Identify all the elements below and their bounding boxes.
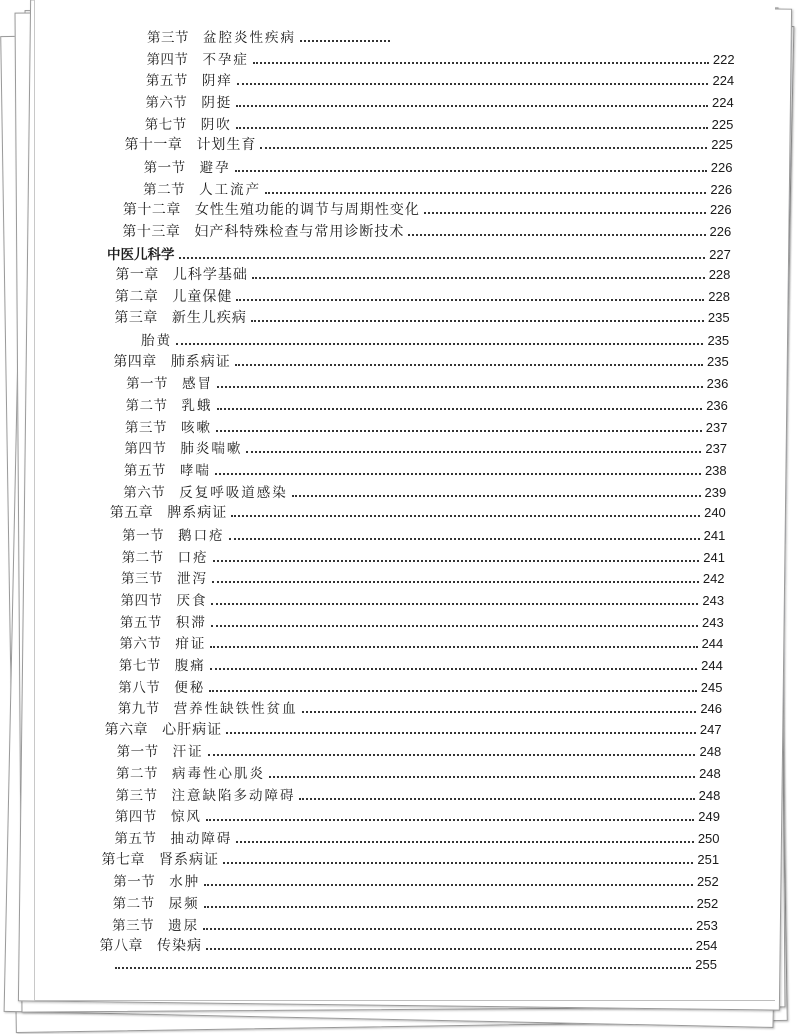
toc-entry-number: 第六节	[123, 484, 166, 501]
toc-entry-number: 第六章	[104, 721, 149, 738]
dot-leader	[211, 603, 698, 605]
toc-entry-title: 咳嗽	[180, 419, 212, 436]
toc-entry-chapter[interactable]	[110, 502, 726, 522]
toc-entry-number: 第一节	[143, 159, 186, 176]
toc-entry-page-number: 250	[697, 831, 720, 847]
toc-entry-section[interactable]	[127, 329, 729, 349]
toc-entry-title: 新生儿疾病	[171, 310, 247, 327]
toc-entry-title: 肾系病证	[159, 851, 220, 868]
toc-entry-page-number: 243	[702, 592, 725, 608]
toc-entry-title: 哮喘	[179, 463, 211, 479]
toc-entry-number: 第六节	[145, 94, 188, 111]
dot-leader	[408, 234, 705, 236]
toc-entry-title: 乳蛾	[181, 398, 213, 415]
toc-entry-number: 第五章	[109, 505, 154, 522]
toc-entry-number: 第二节	[143, 181, 186, 198]
dot-leader	[236, 841, 693, 843]
toc-entry-number: 第七节	[118, 657, 161, 674]
toc-entry-chapter[interactable]	[115, 264, 730, 284]
toc-entry-page-number: 245	[700, 679, 723, 695]
dot-leader	[269, 776, 695, 778]
dot-leader	[206, 819, 694, 821]
toc-entry-number: 第十一章	[124, 137, 183, 154]
toc-entry-number: 第五节	[145, 73, 188, 90]
toc-entry-title: 盆腔炎性疾病	[203, 30, 296, 46]
toc-entry-page-number: 225	[711, 116, 734, 132]
toc-entry-number: 第二节	[112, 896, 155, 912]
toc-entry-page-number: 246	[700, 701, 723, 717]
dot-leader	[179, 257, 706, 259]
toc-entry-page-number: 252	[696, 896, 719, 911]
toc-entry-section[interactable]	[126, 394, 728, 414]
dot-leader	[302, 711, 697, 713]
toc-entry-title: 胎黄	[141, 333, 173, 350]
toc-entry-page-number: 235	[707, 310, 730, 326]
toc-entry-page-number: 240	[704, 505, 726, 521]
toc-entry-section[interactable]	[145, 91, 733, 111]
toc-entry-chapter[interactable]	[114, 307, 729, 327]
toc-entry-chapter[interactable]	[115, 286, 730, 306]
toc-entry-number: 第三节	[121, 571, 164, 588]
toc-entry-number: 第七章	[101, 851, 146, 868]
toc-entry-title: 营养性缺铁性贫血	[173, 701, 298, 718]
dot-leader	[236, 299, 704, 301]
toc-entry-page-number: 241	[703, 549, 725, 565]
toc-entry-page-number: 236	[706, 376, 729, 392]
dot-leader	[300, 40, 390, 42]
toc-entry-section[interactable]	[118, 697, 722, 717]
toc-entry-number: 第三节	[112, 917, 155, 934]
toc-entry-section[interactable]	[146, 69, 734, 89]
toc-entry-title: 阴痒	[201, 73, 233, 90]
dot-leader	[237, 83, 709, 85]
dot-leader	[215, 473, 701, 475]
toc-entry-number: 第二节	[116, 766, 159, 783]
toc-entry-number: 第二章	[114, 288, 159, 305]
toc-entry-number: 第二节	[125, 398, 168, 415]
toc-entry-section[interactable]	[113, 870, 718, 890]
toc-entry-page-number: 237	[705, 419, 728, 435]
toc-entry-section[interactable]	[126, 372, 728, 392]
toc-entry-section[interactable]	[125, 416, 728, 436]
dot-leader	[204, 884, 693, 886]
toc-entry-title: 人工流产	[199, 181, 262, 198]
toc-entry-section[interactable]	[118, 676, 722, 696]
toc-entry-number: 第十二章	[122, 202, 181, 219]
toc-entry-number: 第六节	[119, 636, 162, 653]
dot-leader	[292, 495, 701, 497]
toc-entry-section[interactable]	[111, 957, 717, 972]
toc-entry-title: 注意缺陷多动障碍	[171, 787, 296, 804]
table-of-contents-page	[34, 0, 775, 1001]
toc-entry-page-number: 249	[698, 809, 720, 825]
toc-entry-section[interactable]	[147, 26, 735, 46]
dot-leader	[424, 212, 706, 214]
toc-entry-section[interactable]	[124, 459, 727, 479]
toc-entry-section[interactable]	[143, 178, 732, 198]
dot-leader	[265, 192, 706, 194]
toc-entry-page-number: 226	[710, 159, 733, 175]
toc-entry-number: 第一节	[126, 376, 169, 393]
toc-entry-page-number: 254	[695, 938, 718, 954]
toc-entry-number: 第二节	[121, 549, 164, 566]
toc-entry-number: 第四节	[120, 592, 163, 609]
toc-entry-title: 尿频	[168, 896, 200, 912]
toc-entry-chapter[interactable]	[123, 199, 732, 219]
dot-leader	[203, 928, 692, 930]
toc-entry-page-number: 224	[712, 73, 735, 89]
toc-entry-number: 第一节	[122, 527, 165, 544]
toc-entry-page-number: 252	[696, 874, 719, 890]
toc-entry-number: 第八节	[118, 679, 161, 696]
toc-entry-title: 妇产科特殊检查与常用诊断技术	[194, 223, 405, 240]
toc-entry-page-number: 237	[705, 441, 728, 457]
toc-entry-page-number: 241	[703, 527, 726, 543]
toc-entry-part[interactable]	[107, 243, 731, 263]
toc-entry-title: 抽动障碍	[170, 831, 233, 848]
toc-entry-section[interactable]	[120, 611, 724, 631]
toc-entry-section[interactable]	[120, 589, 724, 609]
toc-entry-page-number: 235	[707, 353, 729, 369]
toc-entry-title: 腹痛	[174, 657, 206, 674]
toc-entry-title: 阴挺	[201, 94, 233, 111]
dot-leader	[260, 147, 707, 149]
toc-entry-title: 避孕	[199, 159, 231, 176]
toc-entry-title: 疳证	[175, 636, 207, 653]
toc-entry-section[interactable]	[114, 827, 719, 847]
toc-entry-number: 第三节	[124, 419, 167, 436]
dot-leader	[208, 754, 696, 756]
toc-entry-number: 第十三章	[122, 223, 181, 240]
toc-entry-section[interactable]	[122, 546, 725, 566]
dot-leader	[231, 515, 700, 517]
toc-entry-title: 积滞	[175, 614, 207, 631]
dot-leader	[236, 127, 708, 129]
toc-entry-page-number: 239	[704, 484, 727, 500]
toc-entry-title: 计划生育	[196, 137, 257, 154]
toc-entry-section[interactable]	[115, 784, 720, 804]
toc-entry-title: 感冒	[182, 376, 214, 393]
toc-entry-section[interactable]	[119, 654, 723, 674]
dot-leader	[209, 690, 697, 692]
toc-entry-page-number: 251	[697, 851, 720, 867]
toc-entry-page-number: 226	[710, 181, 733, 197]
toc-entry-number: 第八章	[99, 938, 143, 955]
toc-entry-title: 水肿	[169, 874, 201, 891]
toc-entry-chapter[interactable]	[100, 935, 718, 955]
toc-entry-number: 第三章	[114, 310, 158, 327]
dot-leader	[210, 668, 697, 670]
dot-leader	[253, 62, 709, 64]
toc-entry-page-number: 248	[699, 766, 721, 782]
dot-leader	[235, 170, 707, 172]
toc-entry-title: 便秘	[174, 679, 206, 696]
toc-entry-section[interactable]	[145, 113, 734, 133]
toc-entry-number: 第七节	[144, 116, 187, 133]
toc-entry-section[interactable]	[124, 437, 727, 457]
toc-entry-number: 第五节	[123, 463, 166, 479]
toc-entry-section[interactable]	[144, 156, 733, 176]
toc-entry-page-number: 236	[706, 398, 728, 414]
toc-entry-section[interactable]	[146, 48, 734, 68]
dot-leader	[217, 386, 703, 388]
toc-entry-title: 女性生殖功能的调节与周期性变化	[194, 202, 420, 219]
dot-leader	[251, 320, 704, 322]
toc-entry-section[interactable]	[112, 914, 718, 934]
dot-leader	[299, 798, 694, 800]
toc-entry-title: 儿科学基础	[172, 267, 248, 284]
toc-entry-title: 厌食	[176, 592, 208, 609]
toc-entry-number: 第一章	[115, 267, 159, 284]
dot-leader	[236, 105, 708, 107]
dot-leader	[216, 430, 702, 432]
toc-entry-number: 第一节	[116, 744, 159, 761]
toc-entry-number: 第三节	[147, 30, 189, 46]
toc-entry-title: 脾系病证	[167, 505, 228, 522]
toc-entry-page-number: 226	[709, 223, 732, 239]
toc-entry-section[interactable]	[113, 892, 719, 912]
toc-entry-title: 中医儿科学	[107, 246, 175, 263]
toc-entry-number: 第三节	[115, 787, 158, 804]
toc-entry-page-number: 247	[699, 721, 722, 737]
toc-entry-chapter[interactable]	[113, 351, 728, 371]
toc-entry-number: 第九节	[117, 701, 160, 718]
toc-entry-section[interactable]	[115, 805, 720, 825]
toc-entry-title: 泄泻	[177, 571, 209, 588]
dot-leader	[213, 560, 700, 562]
toc-entry-title: 口疮	[177, 549, 209, 566]
toc-entry-section[interactable]	[123, 481, 726, 501]
toc-entry-section[interactable]	[122, 524, 725, 544]
toc-entry-number: 第四节	[146, 51, 189, 68]
toc-entry-page-number: 224	[712, 94, 734, 110]
toc-entry-title: 反复呼吸道感染	[179, 484, 288, 501]
toc-entry-page-number: 243	[702, 614, 724, 630]
toc-entry-title: 肺炎喘嗽	[180, 441, 243, 458]
toc-entry-page-number: 255	[695, 956, 717, 972]
toc-entry-title: 不孕症	[202, 51, 249, 68]
toc-entry-section[interactable]	[117, 740, 722, 760]
toc-entry-number: 第四节	[124, 441, 167, 458]
dot-leader	[212, 581, 699, 583]
toc-entry-number: 第四章	[113, 353, 157, 370]
toc-entry-page-number: 238	[704, 463, 727, 478]
toc-entry-page-number: 242	[702, 571, 725, 587]
dot-leader	[226, 732, 696, 734]
dot-leader	[252, 277, 705, 279]
toc-entry-section[interactable]	[119, 632, 723, 652]
toc-entry-number: 第一节	[113, 874, 156, 891]
toc-entry-title: 惊风	[170, 809, 202, 826]
toc-entry-page-number: 222	[712, 51, 735, 67]
toc-entry-title: 肺系病证	[170, 353, 231, 370]
toc-entry-title: 鹅口疮	[178, 527, 225, 544]
dot-leader	[210, 646, 697, 648]
toc-entry-title: 阴吹	[200, 116, 232, 133]
toc-entry-page-number: 248	[698, 787, 721, 803]
toc-entry-page-number: 226	[709, 202, 732, 218]
dot-leader	[211, 625, 698, 627]
toc-entry-page-number: 244	[701, 657, 723, 673]
toc-entry-title: 心肝病证	[162, 721, 223, 738]
toc-entry-chapter[interactable]	[105, 719, 722, 739]
dot-leader	[217, 408, 703, 410]
toc-entry-number: 第四节	[114, 809, 157, 826]
toc-entry-page-number: 227	[709, 246, 731, 262]
dot-leader	[223, 862, 693, 864]
dot-leader	[235, 364, 703, 366]
dot-leader	[176, 343, 703, 345]
toc-entry-title: 遗尿	[168, 917, 200, 934]
toc-entry-title: 儿童保健	[172, 288, 233, 305]
toc-entry-chapter[interactable]	[122, 221, 731, 241]
dot-leader	[246, 451, 701, 453]
dot-leader	[206, 948, 692, 950]
toc-entry-section[interactable]	[121, 567, 725, 587]
toc-entry-section[interactable]	[116, 762, 721, 782]
toc-entry-chapter[interactable]	[124, 134, 732, 154]
toc-entry-page-number: 228	[708, 267, 731, 283]
toc-entry-page-number: 248	[699, 744, 722, 760]
toc-entry-title: 病毒性心肌炎	[172, 766, 266, 783]
toc-entry-chapter[interactable]	[102, 849, 720, 869]
toc-entry-number: 第五节	[119, 614, 162, 631]
toc-entry-page-number: 244	[701, 636, 724, 652]
toc-entry-title: 传染病	[157, 938, 202, 955]
toc-entry-title: 汗证	[172, 744, 204, 761]
toc-entry-page-number: 225	[711, 137, 733, 153]
dot-leader	[204, 906, 693, 908]
toc-entry-number: 第五节	[114, 831, 157, 848]
dot-leader	[229, 538, 700, 540]
dot-leader	[115, 967, 691, 969]
toc-entry-page-number: 235	[707, 333, 730, 349]
toc-entry-page-number: 253	[696, 917, 718, 933]
toc-entry-page-number: 228	[708, 288, 730, 304]
